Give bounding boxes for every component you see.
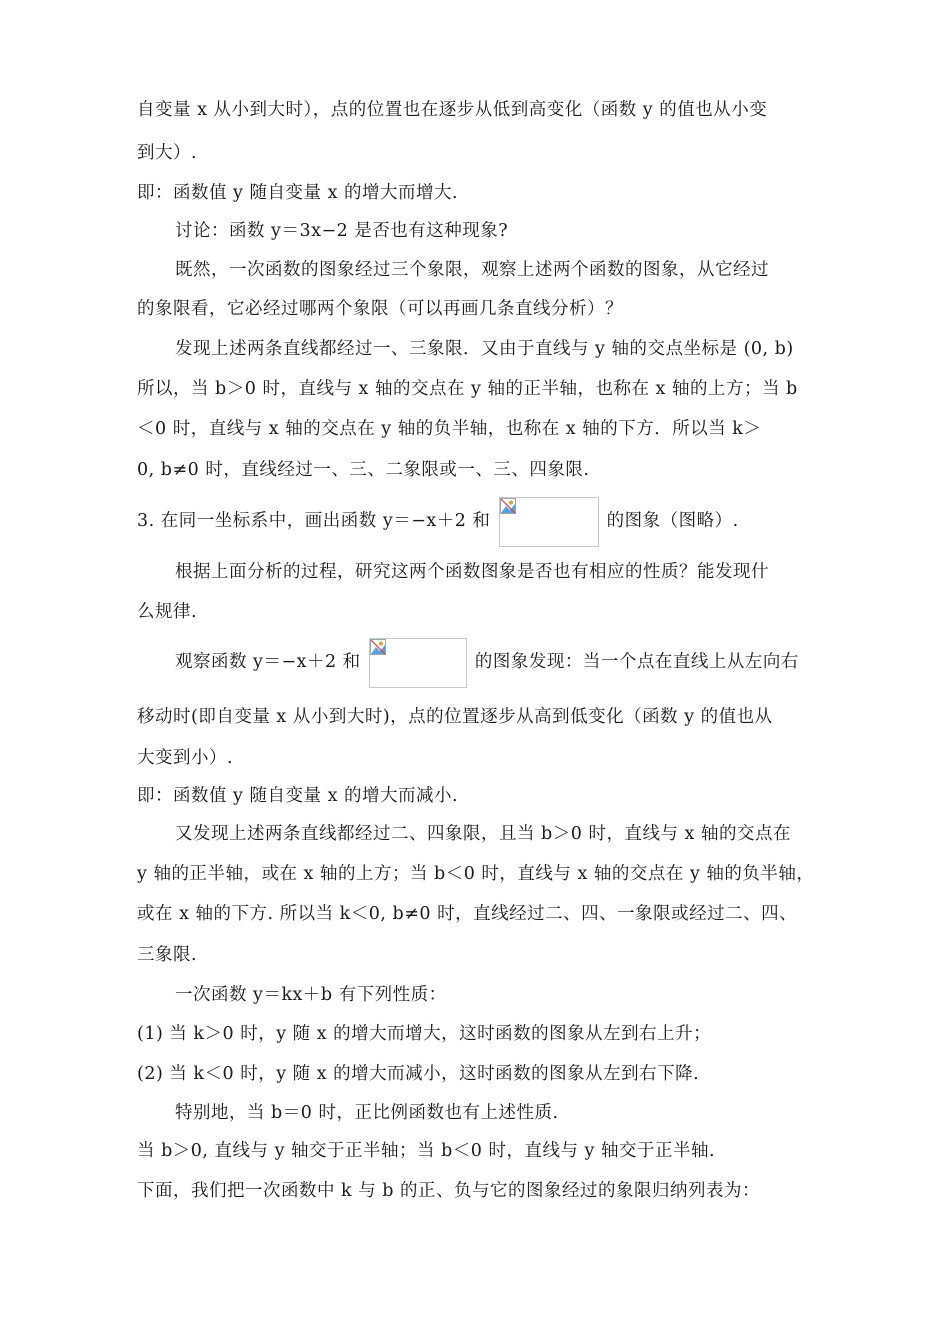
paragraph-line: 特别地，当 b＝0 时，正比例函数也有上述性质. <box>175 1103 559 1123</box>
paragraph-line: 根据上面分析的过程，研究这两个函数图象是否也有相应的性质？能发现什 <box>175 562 769 582</box>
text-segment: 3. 在同一坐标系中，画出函数 y＝−x＋2 和 <box>137 511 491 531</box>
broken-image-icon <box>500 498 516 514</box>
paragraph-line: 当 b＞0, 直线与 y 轴交于正半轴；当 b＜0 时，直线与 y 轴交于正半轴. <box>137 1141 716 1161</box>
paragraph-line: 发现上述两条直线都经过一、三象限．又由于直线与 y 轴的交点坐标是 (0, b) <box>175 339 794 359</box>
paragraph-line: 下面，我们把一次函数中 k 与 b 的正、负与它的图象经过的象限归纳列表为： <box>137 1181 761 1201</box>
paragraph-line <box>137 496 827 546</box>
paragraph-line: 所以，当 b＞0 时，直线与 x 轴的交点在 y 轴的正半轴，也称在 x 轴的上方；当 b <box>137 379 798 399</box>
broken-image-icon <box>370 639 386 655</box>
paragraph-line: 讨论：函数 y＝3x−2 是否也有这种现象? <box>175 221 509 241</box>
paragraph-line <box>175 637 827 687</box>
text-segment: 的图象（图略）. <box>606 511 739 531</box>
paragraph-line: 一次函数 y＝kx＋b 有下列性质： <box>175 985 447 1005</box>
paragraph-line: y 轴的正半轴，或在 x 轴的上方；当 b＜0 时，直线与 x 轴的交点在 y 轴的负半轴， <box>137 864 815 884</box>
paragraph-line: 移动时(即自变量 x 从小到大时)，点的位置逐步从高到低变化（函数 y 的值也从 <box>137 707 773 727</box>
formula-image-placeholder <box>499 497 599 547</box>
paragraph-line: 的象限看，它必经过哪两个象限（可以再画几条直线分析）？ <box>137 299 623 319</box>
paragraph-line: 又发现上述两条直线都经过二、四象限，且当 b＞0 时，直线与 x 轴的交点在 <box>175 824 791 844</box>
paragraph-line: 么规律. <box>137 602 198 622</box>
paragraph-line: 或在 x 轴的下方. 所以当 k＜0, b≠0 时，直线经过二、四、一象限或经过二、四、 <box>137 904 798 924</box>
paragraph-line: (1) 当 k＞0 时，y 随 x 的增大而增大，这时函数的图象从左到右上升； <box>137 1024 712 1044</box>
text-segment: 的图象发现：当一个点在直线上从左向右 <box>474 652 799 672</box>
paragraph-line: 三象限. <box>137 945 198 965</box>
formula-image-placeholder <box>369 638 467 688</box>
paragraph-line: 即：函数值 y 随自变量 x 的增大而增大. <box>137 183 459 203</box>
paragraph-line: 即：函数值 y 随自变量 x 的增大而减小. <box>137 786 459 806</box>
text-segment: 观察函数 y＝−x＋2 和 <box>175 652 361 672</box>
paragraph-line: 既然，一次函数的图象经过三个象限，观察上述两个函数的图象，从它经过 <box>175 260 769 280</box>
paragraph-line: 自变量 x 从小到大时），点的位置也在逐步从低到高变化（函数 y 的值也从小变 <box>137 100 768 120</box>
paragraph-line: 0, b≠0 时，直线经过一、三、二象限或一、三、四象限. <box>137 460 590 480</box>
paragraph-line: 大变到小）. <box>137 748 234 768</box>
paragraph-line: 到大）. <box>137 143 198 163</box>
paragraph-line: ＜0 时，直线与 x 轴的交点在 y 轴的负半轴，也称在 x 轴的下方．所以当 k＞ <box>137 419 762 439</box>
paragraph-line: (2) 当 k＜0 时，y 随 x 的增大而减小，这时函数的图象从左到右下降. <box>137 1064 700 1084</box>
